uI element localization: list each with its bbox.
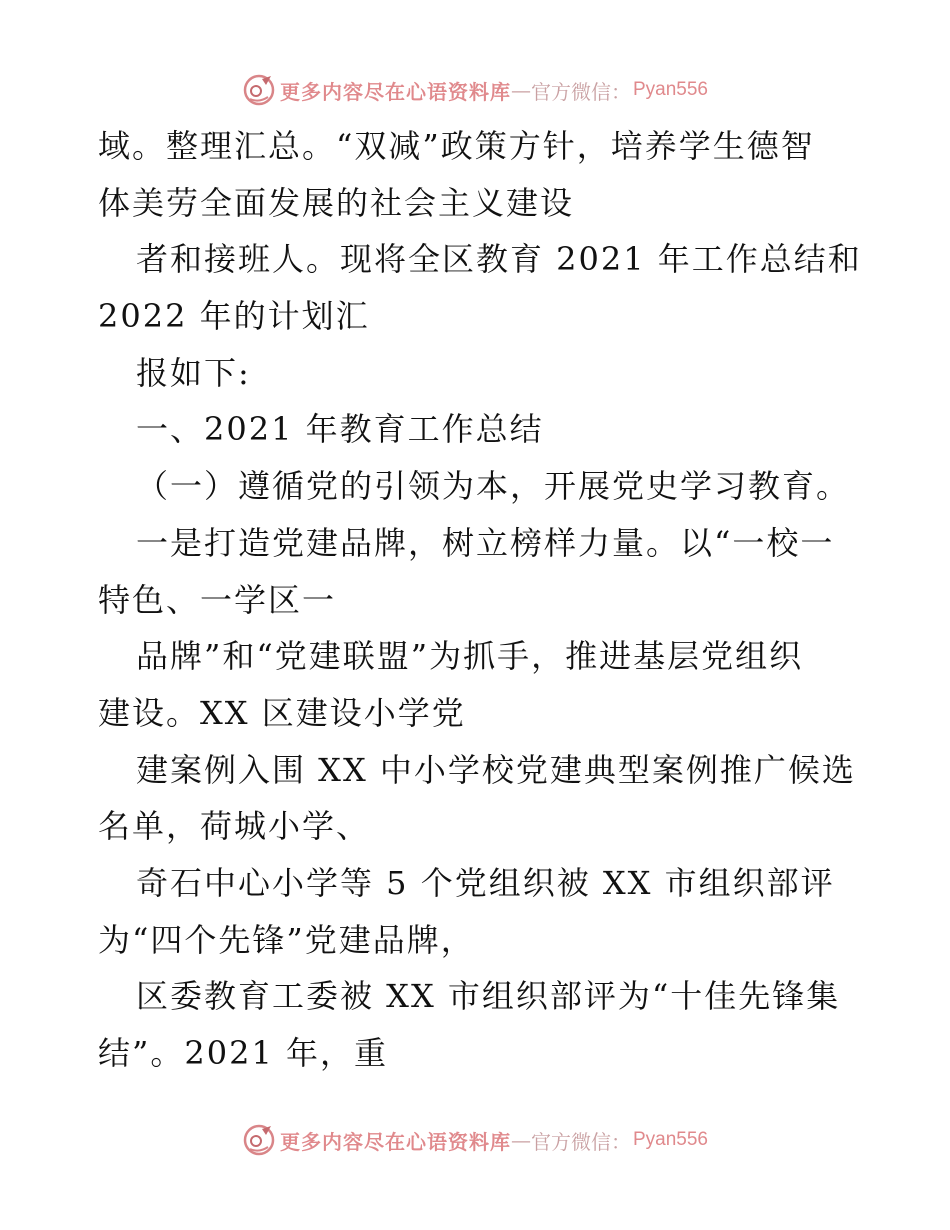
- text-line: 一是打造党建品牌，树立榜样力量。以“一校一: [136, 523, 835, 562]
- text-line: 者和接班人。现将全区教育 2021 年工作总结和: [136, 240, 862, 279]
- text-line: 奇石中心小学等 5 个党组织被 XX 市组织部评: [136, 863, 835, 902]
- text-line: 建设。XX 区建设小学党: [98, 693, 466, 732]
- text-line: 2022 年的计划汇: [98, 297, 370, 336]
- text-line: 一、2021 年教育工作总结: [136, 410, 544, 449]
- text-line: （一）遵循党的引领为本，开展党史学习教育。: [136, 467, 851, 506]
- text-line: 品牌”和“党建联盟”为抓手，推进基层党组织: [136, 637, 804, 676]
- text-line: 结”。2021 年，重: [98, 1034, 388, 1072]
- watermark-wechat-label: 官方微信：: [530, 79, 631, 104]
- watermark-dash: —: [510, 1128, 531, 1152]
- watermark-wechat-id: Pyan556: [632, 1129, 708, 1150]
- watermark-logo-icon: [242, 73, 276, 107]
- text-line: 体美劳全面发展的社会主义建设: [98, 183, 575, 222]
- text-line: 报如下:: [136, 353, 251, 392]
- text-line: 为“四个先锋”党建品牌，: [98, 920, 475, 959]
- text-line: 名单，荷城小学、: [98, 807, 371, 846]
- watermark-text: 更多内容尽在心语资料库: [279, 79, 511, 104]
- watermark-footer: [0, 1120, 950, 1160]
- text-line: 建案例入围 XX 中小学校党建典型案例推广候选: [136, 750, 856, 789]
- text-line: 域。整理汇总。“双减”政策方针，培养学生德智: [98, 127, 815, 165]
- watermark-wechat-id: Pyan556: [632, 79, 708, 100]
- watermark-wechat-label: 官方微信：: [530, 1129, 631, 1154]
- document-body: [98, 118, 862, 1082]
- watermark-logo-icon: [242, 1123, 276, 1157]
- text-line: 特色、一学区一: [98, 580, 337, 619]
- watermark-header: [0, 70, 950, 110]
- watermark-dash: —: [510, 78, 531, 102]
- text-line: 区委教育工委被 XX 市组织部评为“十佳先锋集: [136, 977, 841, 1016]
- watermark-text: 更多内容尽在心语资料库: [279, 1129, 511, 1154]
